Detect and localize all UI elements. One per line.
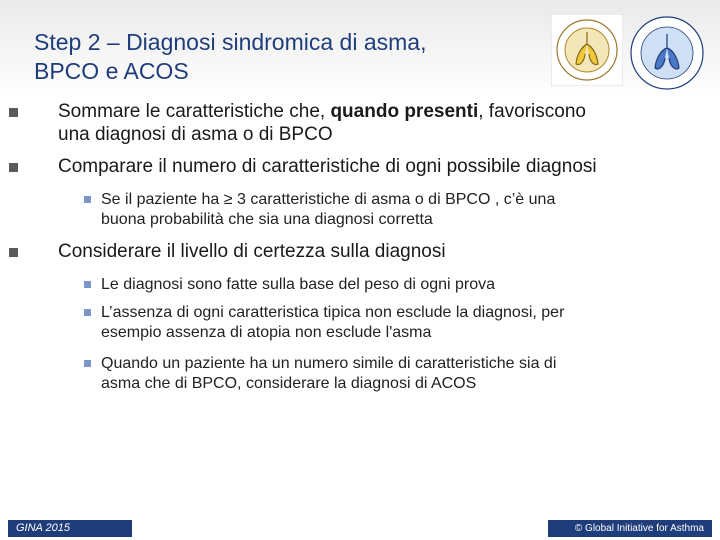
sub-bullet-3-3-line-1: Quando un paziente ha un numero simile di caratteristiche sia di — [101, 355, 557, 372]
sub-bullet-3-3-line-2: asma che di BPCO, considerare la diagnosi di ACOS — [101, 375, 477, 392]
bullet-3 — [58, 240, 446, 263]
bullet-3-text: Considerare il livello di certezza sulla diagnosi — [58, 241, 446, 262]
sub-bullet-3-3 — [101, 354, 556, 394]
bullet-1-text-b: , favoriscono — [478, 101, 586, 122]
sub-bullet-3-1 — [101, 275, 495, 295]
title-line-2: BPCO e ACOS — [34, 58, 189, 84]
title-line-1: Step 2 – Diagnosi sindromica di asma, — [34, 29, 427, 55]
sub-bullet-3-2 — [101, 303, 564, 343]
sub-bullet-square — [84, 309, 91, 316]
sub-bullet-square — [84, 196, 91, 203]
bullet-1 — [58, 100, 586, 146]
bullet-1-line-2: una diagnosi di asma o di BPCO — [58, 124, 333, 145]
sub-bullet-3-1-text: Le diagnosi sono fatte sulla base del peso di ogni prova — [101, 276, 496, 293]
slide-footer — [0, 518, 720, 540]
bullet-2-text: Comparare il numero di caratteristiche di ogni possibile diagnosi — [58, 156, 597, 177]
bullet-square — [9, 163, 18, 172]
footer-right-label: © Global Initiative for Asthma — [548, 520, 712, 537]
bullet-square — [9, 108, 18, 117]
sub-bullet-2-1 — [101, 190, 555, 230]
sub-bullet-2-1-line-1: Se il paziente ha ≥ 3 caratteristiche di asma o di BPCO , c’è una — [101, 191, 556, 208]
bullet-1-bold: quando presenti — [330, 101, 479, 122]
sub-bullet-3-2-line-1: L’assenza di ogni caratteristica tipica non esclude la diagnosi, per — [101, 304, 565, 321]
bullet-1-text-a: Sommare le caratteristiche che, — [58, 101, 331, 122]
bullet-square — [9, 248, 18, 257]
sub-bullet-2-1-line-2: buona probabilità che sia una diagnosi corretta — [101, 211, 433, 228]
sub-bullet-3-2-line-2: esempio assenza di atopia non esclude l'asma — [101, 324, 432, 341]
sub-bullet-square — [84, 360, 91, 367]
sub-bullet-square — [84, 281, 91, 288]
bullet-2 — [58, 155, 597, 178]
footer-left-label: GINA 2015 — [8, 520, 132, 537]
